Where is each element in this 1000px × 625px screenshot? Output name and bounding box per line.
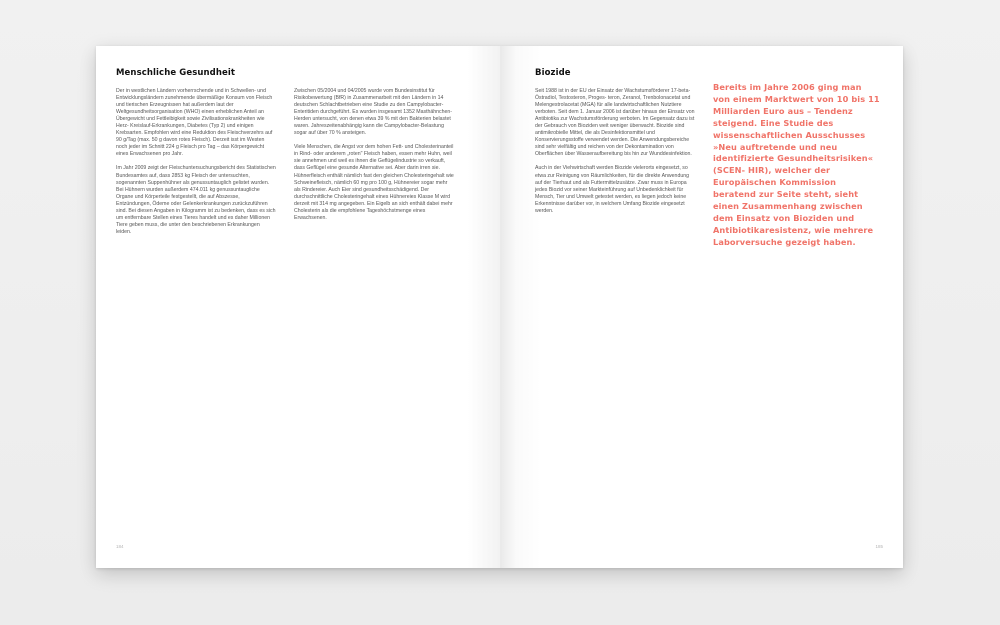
right-page-column-1 bbox=[535, 88, 695, 222]
left-page-column-2 bbox=[294, 88, 454, 229]
book-spread bbox=[96, 46, 903, 568]
pull-quote: Bereits im Jahre 2006 ging man von einem Marktwert von 10 bis 11 Milliarden Euro aus – Tendenz steigend. Eine Studie des wissenschaftlichen Ausschusses »Neu auftretende und neu identifizierte Gesundheitsrisiken« (SCEN- HIR), welcher der Europäischen Kommission beratend zur Seite steht, sieht einen Zusammenhang zwischen dem Einsatz von Bioziden und Antibiotikaresistenz, wie mehrere Laborversuche gezeigt haben. bbox=[713, 82, 880, 247]
section-heading-menschliche-gesundheit: Menschliche Gesundheit bbox=[116, 68, 236, 78]
section-heading-biozide: Biozide bbox=[535, 68, 571, 78]
paragraph: Viele Menschen, die Angst vor dem hohen Fett- und Cholesterinanteil in Rind- oder anderem „roten" Fleisch haben, essen mehr Huhn, weil sie annehmen und weil es ihnen die Geflügelindustrie so verkauft, dass Geflügel eine gesunde Alternative sei. Aber darin irren sie. Hühnerfleisch enthält nämlich fast den gleichen Cholesteringehalt wie Schweinefleisch, nämlich 60 mg pro 100 g, Hühnereier sogar mehr als Rindereier. Auch Eier sind gesundheitsschädigend. Der durchschnittliche Cholesteringehalt eines Hühnereies Klasse M wird derzeit mit 314 mg angegeben. Ein Eigelb an sich enthält dabei mehr Cholesterin als die empfohlene Tageshöchstmenge eines Erwachsenen. bbox=[294, 144, 454, 221]
paragraph: Im Jahr 2009 zeigt der Fleischuntersuchungsbericht des Statistischen Bundesamtes auf, dass 2853 kg Fleisch der untersuchten, sogenannten Suppenhühner als genussuntauglich gelistet wurden. Bei Hühnern wurden außerdem 474.011 kg genussuntaugliche Organe und Körperteile festgestellt, die auf Abszesse, Entzündungen, Ödeme oder Gelenkerkrankungen zurückzuführen sind. Bei diesen Angaben in Kilogramm ist zu bedenken, dass es sich um entfernbare Stellen eines Tieres handelt und es daher Millionen Tiere geben muss, die unter den beschriebenen Erkrankungen leiden. bbox=[116, 165, 276, 235]
paragraph: Zwischen 05/2004 und 04/2005 wurde vom Bundesinstitut für Risikobewertung (BfR) in Zusammenarbeit mit den Ländern in 14 deutschen Schlachtbetrieben eine Studie zu den Campylobacter-Enteritiden durchgeführt. Es wurden insgesamt 1352 Masthähnchen-Herden untersucht, von denen etwa 39 % mit den Bakterien belastet waren. Jahreszeitenabhängig kann die Campylobacter-Belastung sogar auf über 70 % ansteigen. bbox=[294, 88, 453, 137]
paragraph: Der in westlichen Ländern vorherrschende und in Schwellen- und Entwicklungsländern zunehmende übermäßige Konsum von Fleisch und tierischen Erzeugnissen hat außerdem laut der Weltgesundheitsorganisation (WHO) einen erheblichen Anteil an Übergewicht und Fettleibigkeit sowie Zivilisationskrankheiten wie Herz- Kreislauf-Erkrankungen, Diabetes (Typ 2) und einigen Krebsarten. Empfohlen wird eine Reduktion des Fleischverzehrs auf 90 g/Tag (max. 50 g davon rotes Fleisch). Derzeit isst im Westen noch jeder im Schnitt 224 g Fleisch pro Tag – das Körpergewicht eines Erwachsenen pro Jahr. bbox=[116, 88, 273, 158]
right-page bbox=[500, 46, 903, 568]
page-number: 185 bbox=[875, 544, 883, 549]
left-page-column-1 bbox=[116, 88, 276, 243]
paragraph: Seit 1988 ist in der EU der Einsatz der Wachstumsförderer 17-beta-Östradiol, Testosteron, Proges- teron, Zeranol, Trenbolonacetat und Melengestrolacetat (MGA) für alle landwirtschaftlichen Nutztiere verboten. Seit dem 1. Januar 2006 ist darüber hinaus der Einsatz von Antibiotika zur Wachstumsförderung verboten. Im Gegensatz dazu ist der Gebrauch von Bioziden weit weniger überwacht. Biozide sind antimikrobielle Mittel, die als Desinfektionsmittel und Konservierungsstoffe verwendet werden. Die Anwendungsbereiche sind sehr vielfältig und reichen von der Dekontamination von Oberflächen über Wasseraufbereitung bis hin zur Wunddesinfektion. bbox=[535, 88, 695, 158]
page-number: 184 bbox=[116, 544, 124, 549]
paragraph: Auch in der Viehwirtschaft werden Biozide vielerorts eingesetzt, so etwa zur Reinigung von Räumlichkeiten, für die direkte Anwendung auf der Tierhaut und als Futtermittelzusätze. Zwar muss in Europa jedes Biozid vor seiner Markteinführung auf Unbedenklichkeit für Mensch, Tier und Umwelt getestet werden, es liegen jedoch keine Erkenntnisse darüber vor, in welchem Umfang Biozide eingesetzt werden. bbox=[535, 165, 689, 214]
left-page bbox=[96, 46, 500, 568]
